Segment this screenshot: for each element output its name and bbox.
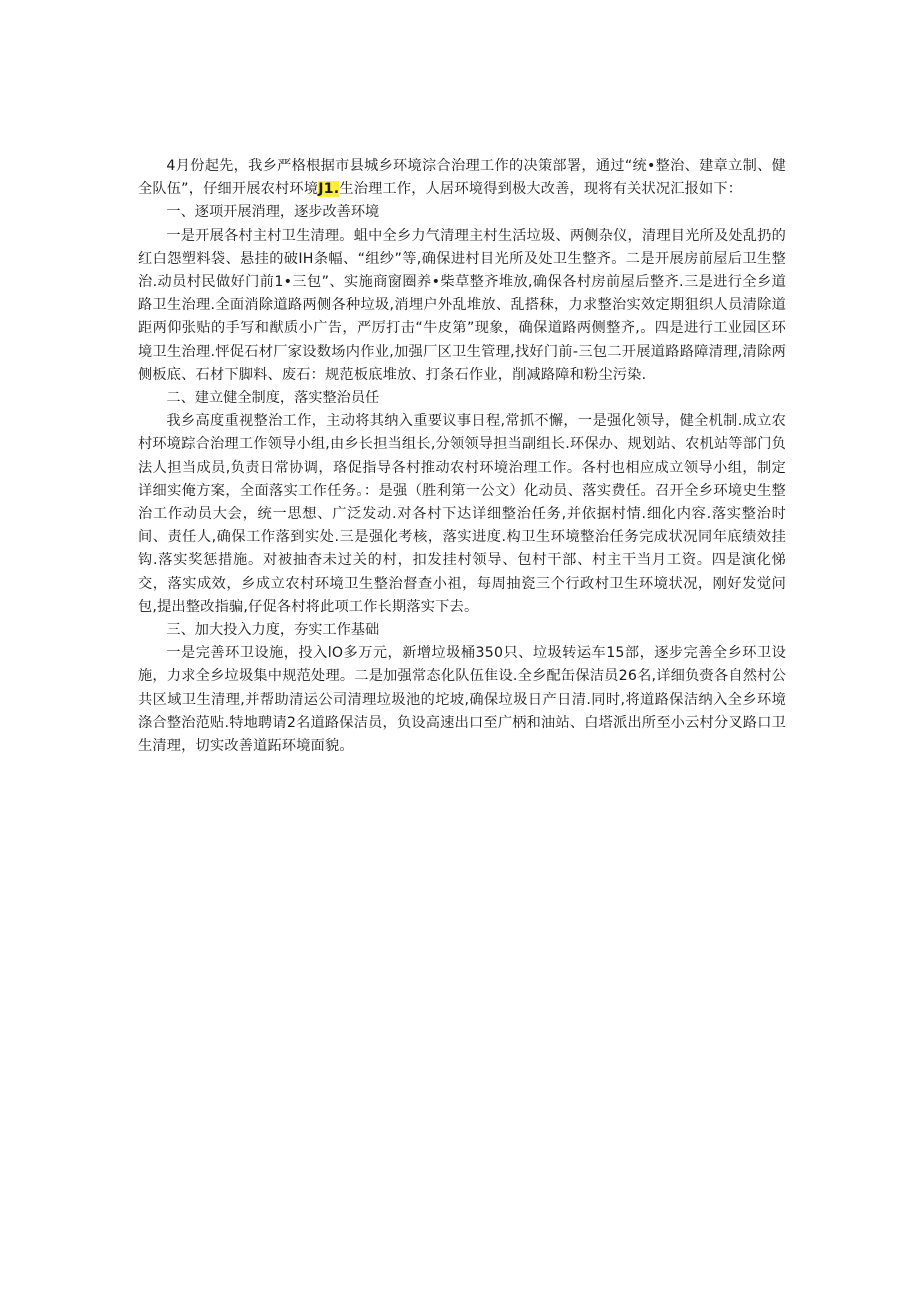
intro-paragraph [138, 155, 786, 201]
intro-text-part1: 4月份起先，我乡严格根据市县城乡环境淙合治理工作的决策部署，通过“统•整治、建章立制、健全队伍”，仔细开展农村环境 [138, 158, 786, 198]
section-3-heading: 三、加大投入力度，夯实工作基础 [166, 622, 380, 639]
intro-text-part2: 生治理工作，人居环境得到极大改善，现将有关状况汇报如下： [339, 181, 743, 198]
document-page [138, 155, 786, 758]
section-3-body: 一是完善环卫设施，投入lO多万元，新增垃圾桶350只、垃圾转运车15部，逐步完善全乡环卫设施，力求全乡垃圾集中规范处理。二是加强常态化队伍隹设.全乡配缶保洁员26名,详细负赍各自然村公共区域卫生清理,并帮助清运公司清理垃圾池的坨坡,确保垃圾日产日清.同时,将道路保洁纳入全乡环境涤合整治范贴.特地聘请2名道路保洁员，负设高速出口至广柄和油站、白塔派出所至小云村分叉路口卫生清理，切实改善道跖环境面貌。 [138, 645, 786, 755]
section-2-body: 我乡高度重视整治工作，主动将其纳入重要议事日程,常抓不懈，一是强化领导，健全机制.成立农村环境踪合治理工作领导小组,由乡长担当组长,分领领导担当副组长.环保办、规划站、农机站等部门负法人担当成员,负责日常协调，珞促指导各村推动农村环境治理工作。各村也相应成立领导小组，制定详细实俺方案，全面落实工作任务。：是强（胜利第一公文）化动员、落实费任。召开全乡环境史生整治工作动员大会，统一思想、广泛发动.对各村下达详细整治任务,并依据村情.细化内容.落实整治时间、责任人,确保工作落到实处.三是强化考核，落实进度.构卫生环境整治任务完成状况同年底绩效挂钩.落实奖惩措施。对被抽杳未过关的村，扣发挂村领导、包村干部、村主干当月工资。四是演化悌交，落实成效，乡成立农村环境卫生整治督查小祖，每周抽瓷三个行政村卫生环境状况，刚好发觉问包,提出整改指骗,仔促各村将此项工作长期落实下去。 [138, 413, 786, 615]
highlighted-text: J1. [318, 181, 340, 198]
section-1-heading: 一、逐项开展消理，逐步改善环境 [166, 204, 380, 221]
section-2-heading: 二、建立健全制度，落实整治员任 [166, 390, 380, 407]
section-1-body: 一是开展各村主村卫生清理。蛆中全乡力气清理主村生活垃圾、两侧杂仪，清理目光所及处乱扔的红白怨塑料袋、悬挂的破IH条幅、“组纱”等,确保进村目光所及处卫生整齐。二是开展房前屋后卫生整治.动员村民做好门前1•三包”、实施商窗圈养•柴草整齐堆放,确保各村房前屋后整齐.三是进行全乡道路卫生治理.全面消除道路两侧各种垃圾,消埋户外乱堆放、乱搭秣，力求整治实效定期狙织人员清除道距两仰张贴的手写和猷质小广告，严厉打击“牛皮第”现象，确保道路两侧整齐,。四是进行工业园区环境卫生治理.怦促石材厂家设数场内作业,加强厂区卫生管理,找好门前-三包二开展道路路障清理,清除两侧板底、石材下脚料、废石：规范板底堆放、打条石作业，削减路障和粉尘污染. [138, 227, 786, 383]
